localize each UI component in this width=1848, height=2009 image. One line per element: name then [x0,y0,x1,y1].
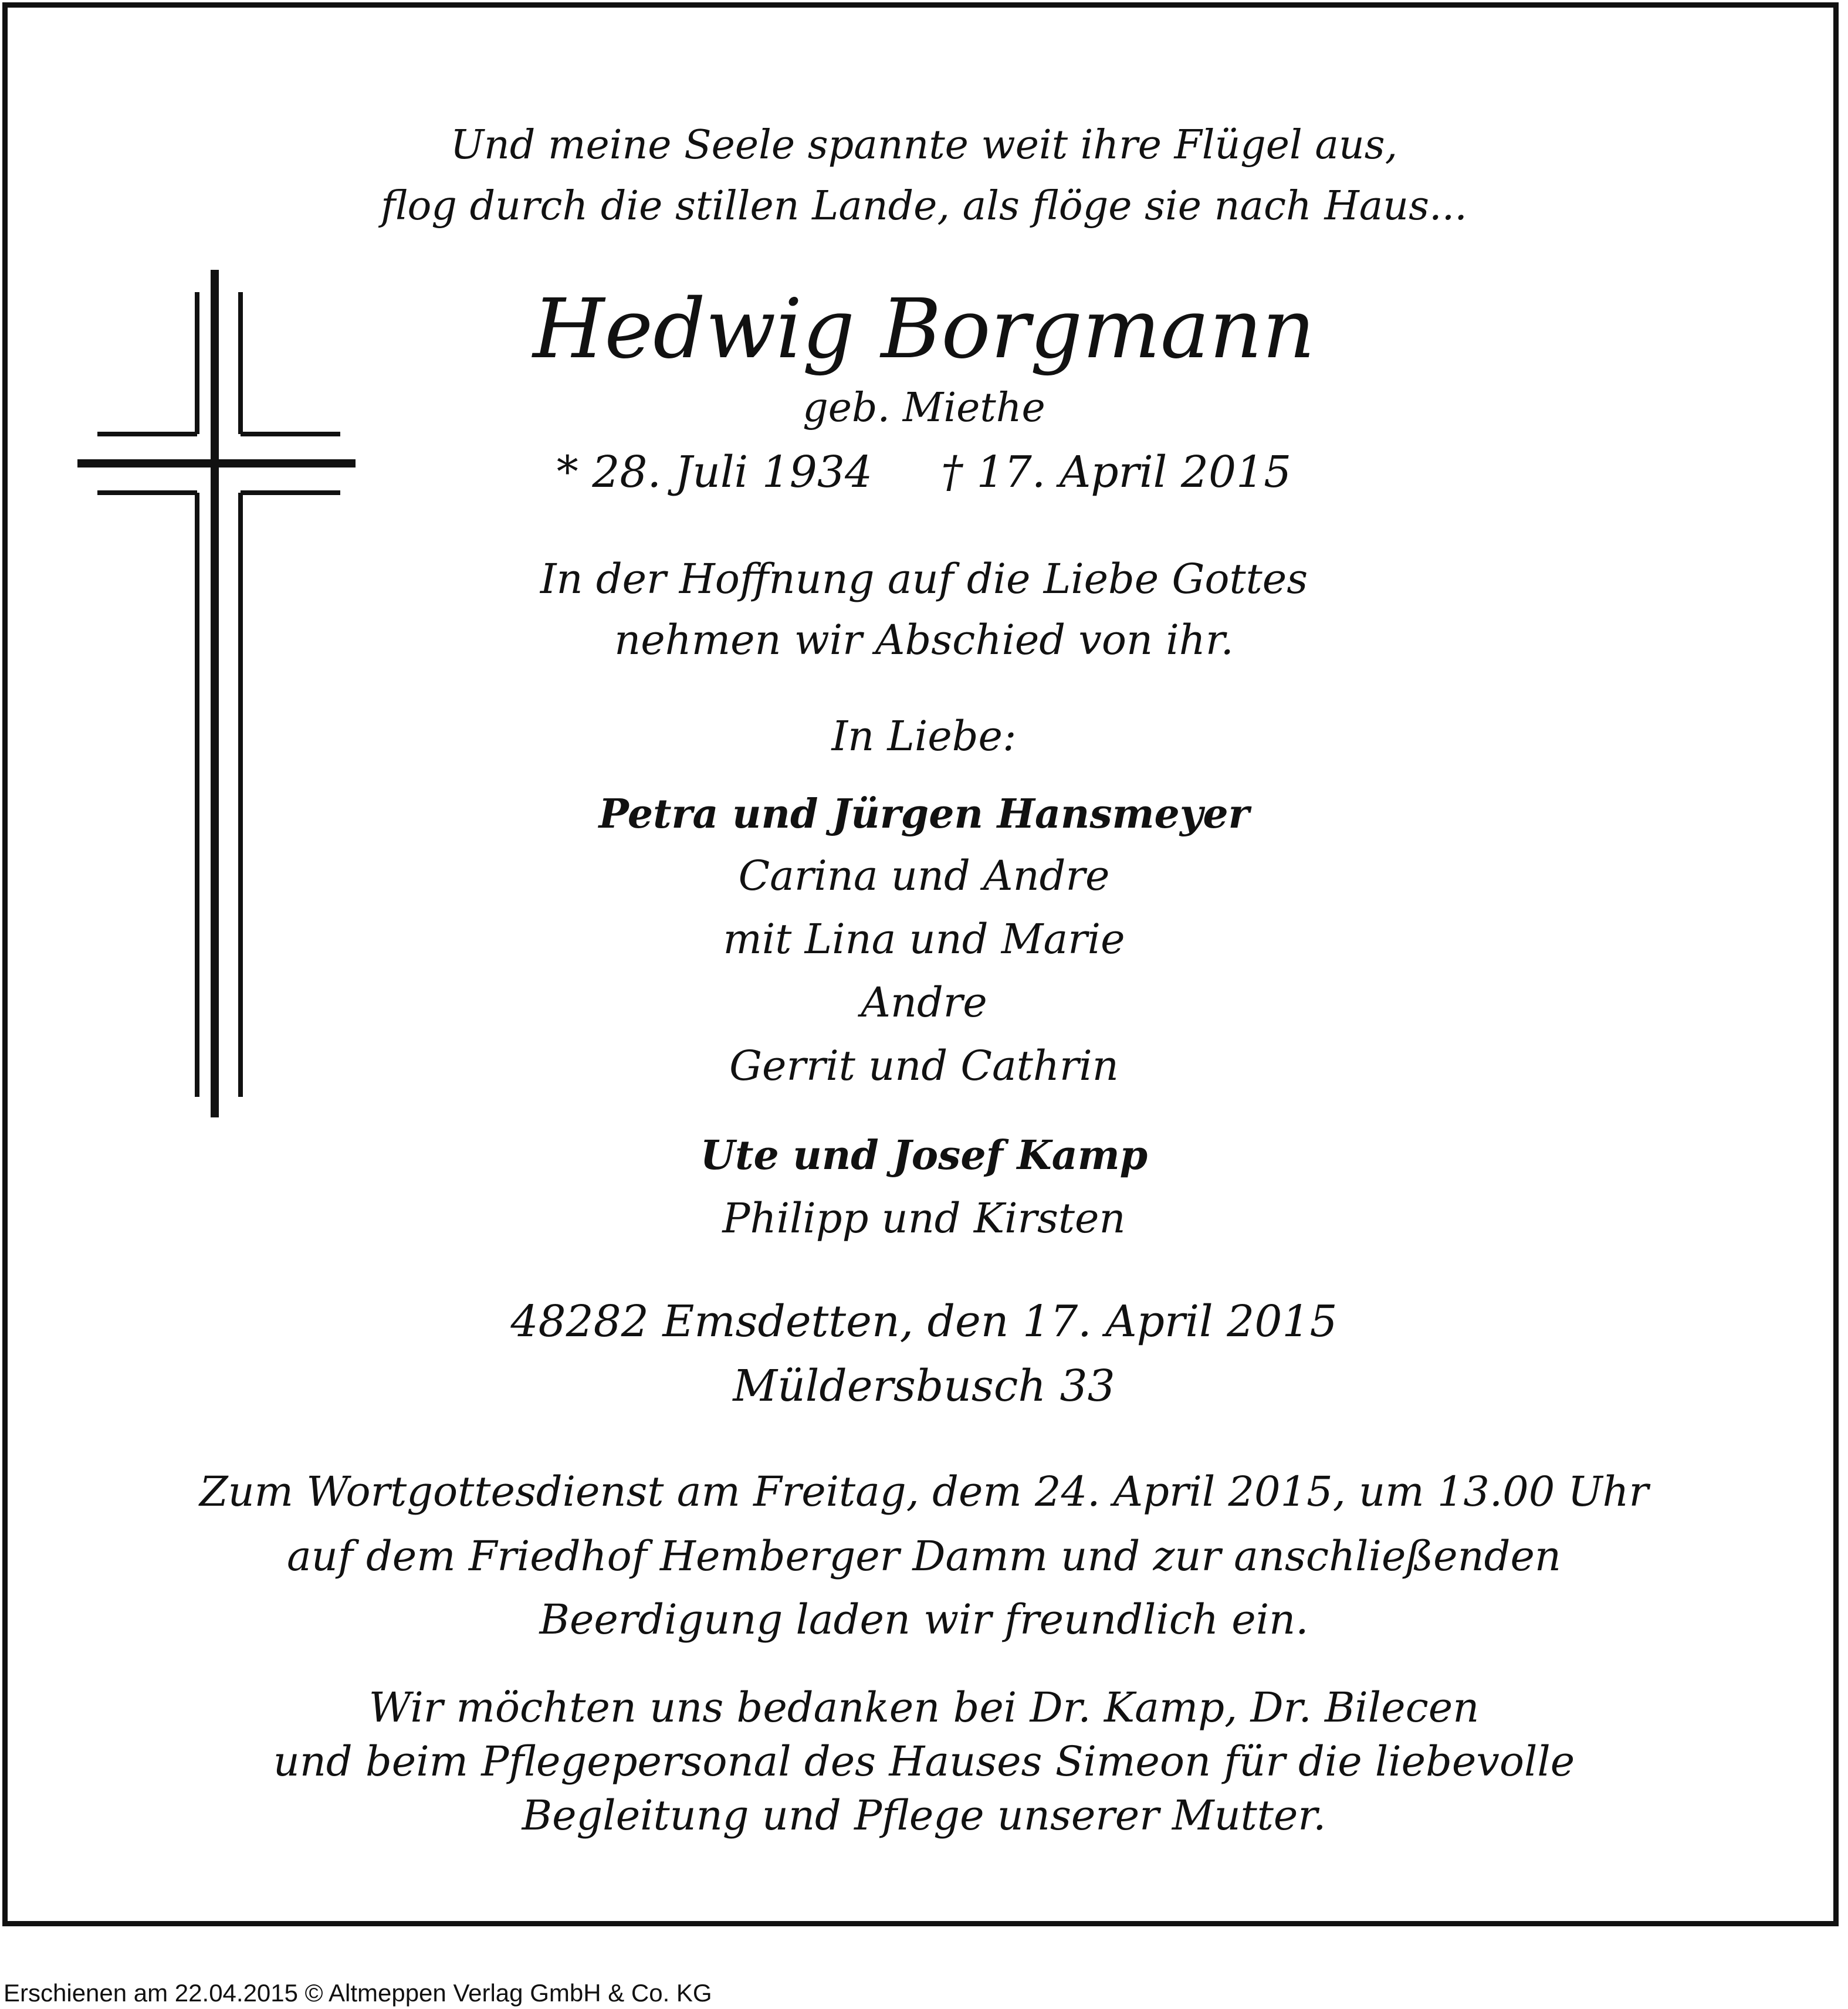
deceased-name: Hedwig Borgmann [533,282,1315,377]
family1-member: Andre [861,978,987,1026]
service-line-3: Beerdigung laden wir freundlich ein. [539,1595,1309,1644]
thanks-line-3: Begleitung und Pflege unserer Mutter. [522,1791,1326,1839]
maiden-name: geb. Miethe [803,385,1045,431]
publication-footer: Erschienen am 22.04.2015 © Altmeppen Verlag GmbH & Co. KG [4,1979,712,2007]
service-line-1: Zum Wortgottesdienst am Freitag, dem 24. April 2015, um 13.00 Uhr [199,1468,1649,1516]
thanks-line-1: Wir möchten uns bedanken bei Dr. Kamp, Dr. Bilecen [368,1683,1480,1732]
family1-member: Gerrit und Cathrin [729,1042,1119,1090]
address-line-2: Müldersbusch 33 [733,1361,1115,1411]
in-love-label: In Liebe: [831,712,1017,760]
life-dates [0,447,1848,497]
farewell-line-1: In der Hoffnung auf die Liebe Gottes [540,555,1308,603]
family2-member: Philipp und Kirsten [722,1194,1126,1242]
family1-member: mit Lina und Marie [723,915,1125,963]
thanks-line-2: und beim Pflegepersonal des Hauses Simeon für die liebevolle [273,1737,1575,1786]
family2-head: Ute und Josef Kamp [700,1132,1148,1179]
birth-date: * 28. Juli 1934 [556,447,873,497]
poem-line-2: flog durch die stillen Lande, als flöge sie nach Haus... [381,183,1467,229]
farewell-line-2: nehmen wir Abschied von ihr. [614,616,1234,664]
family1-member: Carina und Andre [738,852,1110,900]
poem-line-1: Und meine Seele spannte weit ihre Flügel aus, [450,122,1398,168]
family1-head: Petra und Jürgen Hansmeyer [598,791,1250,838]
death-date: † 17. April 2015 [941,447,1292,497]
service-line-2: auf dem Friedhof Hemberger Damm und zur anschließenden [287,1532,1561,1580]
address-line-1: 48282 Emsdetten, den 17. April 2015 [510,1296,1338,1347]
